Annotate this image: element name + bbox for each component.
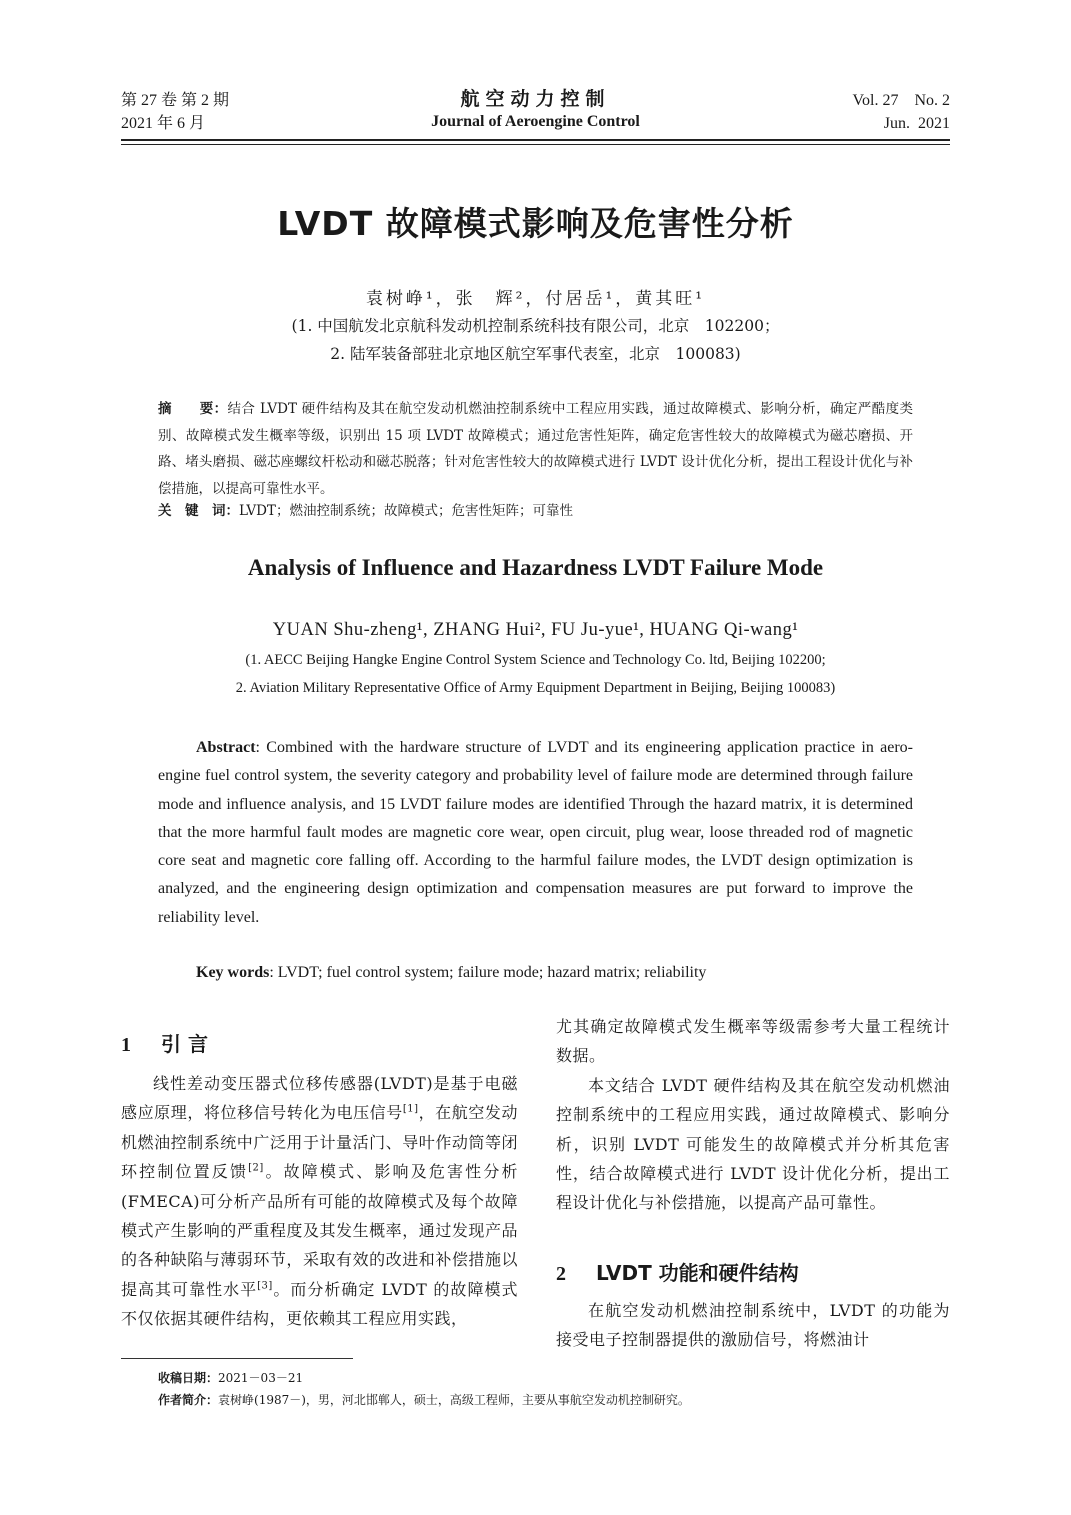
authors-en: YUAN Shu-zheng¹, ZHANG Hui², FU Ju-yue¹, HUANG Qi-wang¹ [272, 620, 799, 640]
keywords-cn-label: 关 键 词： [158, 503, 239, 519]
journal-name-cn: 航空动力控制 [460, 88, 611, 110]
footnote-received [158, 1369, 303, 1387]
citation-1: [1] [402, 1104, 419, 1116]
header-rule-thick [121, 139, 950, 141]
abstract-cn-label: 摘 要： [158, 401, 228, 417]
section-1-paragraph-1-continued: 尤其确定故障模式发生概率等级需参考大量工程统计数据。 [556, 1017, 950, 1066]
citation-2: [2] [248, 1162, 264, 1174]
body-right-column [556, 1012, 950, 1218]
abstract-cn-text: 结合 LVDT 硬件结构及其在航空发动机燃油控制系统中工程应用实践，通过故障模式、影响分析，确定严酷度类别、故障模式发生概率等级，识别出 15 项 LVDT 故障模式；通过危害性矩阵，确定危害性较大的故障模式为磁芯磨损、开路、堵头磨损、磁芯座螺纹杆松动和磁芯脱落；针对危害性较大的故障模式进行 LVDT 设计优化分析，提出工程设计优化与补偿措施，以提高可靠性水平。 [158, 401, 914, 497]
date-cn: 2021 年 6 月 [121, 115, 206, 132]
affiliation-en-2: 2. Aviation Military Representative Office of Army Equipment Department in Beijing, Beijing 100083) [235, 680, 836, 696]
bio-text: 袁树峥(1987－)，男，河北邯郸人，硕士，高级工程师，主要从事航空发动机控制研究。 [218, 1393, 690, 1407]
affiliation-cn-2: 2. 陆军装备部驻北京地区航空军事代表室，北京 100083) [330, 345, 741, 363]
section-1-heading [121, 1028, 208, 1057]
keywords-cn [158, 498, 913, 525]
section-2-heading [556, 1257, 799, 1286]
keywords-en-label: Key words [196, 964, 270, 981]
received-label: 收稿日期： [158, 1371, 219, 1385]
section-2-title: LVDT 功能和硬件结构 [596, 1261, 799, 1285]
text-run: 。故障模式、影响及危害性分析(FMECA)可分析产品所有可能的故障模式及每个故障模式产生影响的严重程度及其发生概率，通过发现产品的各种缺陷与薄弱环节，采取有效的改进和补偿措施以提高其可靠性水平 [121, 1162, 518, 1299]
body-left-column [121, 1069, 518, 1334]
abstract-en [158, 734, 913, 932]
section-2-paragraph-1: 在航空发动机燃油控制系统中，LVDT 的功能为接受电子控制器提供的激励信号，将燃油计 [556, 1301, 950, 1350]
section-1-paragraph-1 [121, 1069, 518, 1334]
affiliation-cn-1: (1. 中国航发北京航科发动机控制系统科技有限公司，北京 102200； [291, 317, 780, 335]
abstract-en-label: Abstract [196, 739, 256, 756]
volume-issue-en: Vol. 27 No. 2 [852, 92, 950, 109]
bio-label: 作者简介： [158, 1393, 219, 1407]
authors-cn: 袁树峥¹，张 辉²，付居岳¹，黄其旺¹ [365, 289, 706, 309]
section-2-body [556, 1296, 950, 1355]
section-1-title: 引 言 [161, 1032, 208, 1056]
header-rule-thin [121, 144, 950, 145]
citation-3: [3] [257, 1280, 273, 1292]
keywords-cn-text: LVDT；燃油控制系统；故障模式；危害性矩阵；可靠性 [239, 503, 573, 519]
text-run: 线性差动变压器式位移传感器(LVDT)是基于电磁感应原理，将位移信号转化为电压信号 [121, 1074, 518, 1123]
paper-title-cn: LVDT 故障模式影响及危害性分析 [277, 204, 794, 243]
text-run: 。而分析确定 LVDT 的故障模式不仅依据其硬件结构，更依赖其工程应用实践， [121, 1279, 518, 1329]
paper-title-en: Analysis of Influence and Hazardness LVDT Failure Mode [247, 555, 824, 580]
received-date: 2021－03－21 [218, 1371, 304, 1385]
text-run: ，在航空发动机燃油控制系统中广泛用于计量活门、导叶作动筒等闭环控制位置反馈 [121, 1103, 518, 1182]
section-2-number: 2 [556, 1263, 566, 1285]
section-1-number: 1 [121, 1034, 131, 1056]
journal-name-en: Journal of Aeroengine Control [431, 113, 640, 130]
abstract-en-text: : Combined with the hardware structure of LVDT and its engineering application practice in aero-engine fuel control system, the severity category and probability level of failure mode are determined through failure mode and influence analysis, and 15 LVDT failure modes are identified Through the hazard matrix, it is determined that the more harmful fault modes are magnetic core wear, open circuit, plug wear, loose threaded rod of magnetic core seat and magnetic core falling off. According to the harmful failure modes, the LVDT design optimization is analyzed, and the engineering design optimization and compensation measures are put forward to improve the reliability level. [158, 739, 913, 926]
date-en: Jun. 2021 [883, 115, 950, 132]
footnote-rule [121, 1358, 353, 1359]
abstract-cn [158, 396, 913, 502]
footnote-author-bio [158, 1391, 690, 1409]
keywords-en [196, 959, 706, 987]
affiliation-en-1: (1. AECC Beijing Hangke Engine Control System Science and Technology Co. ltd, Beijing 102200; [245, 652, 826, 668]
volume-issue-cn: 第 27 卷 第 2 期 [121, 92, 230, 109]
section-1-paragraph-2: 本文结合 LVDT 硬件结构及其在航空发动机燃油控制系统中的工程应用实践，通过故障模式、影响分析，识别 LVDT 可能发生的故障模式并分析其危害性，结合故障模式进行 LVDT 设计优化分析，提出工程设计优化与补偿措施，以提高产品可靠性。 [556, 1075, 950, 1213]
keywords-en-text: : LVDT; fuel control system; failure mode; hazard matrix; reliability [269, 964, 707, 981]
header-issue-en [853, 89, 951, 135]
